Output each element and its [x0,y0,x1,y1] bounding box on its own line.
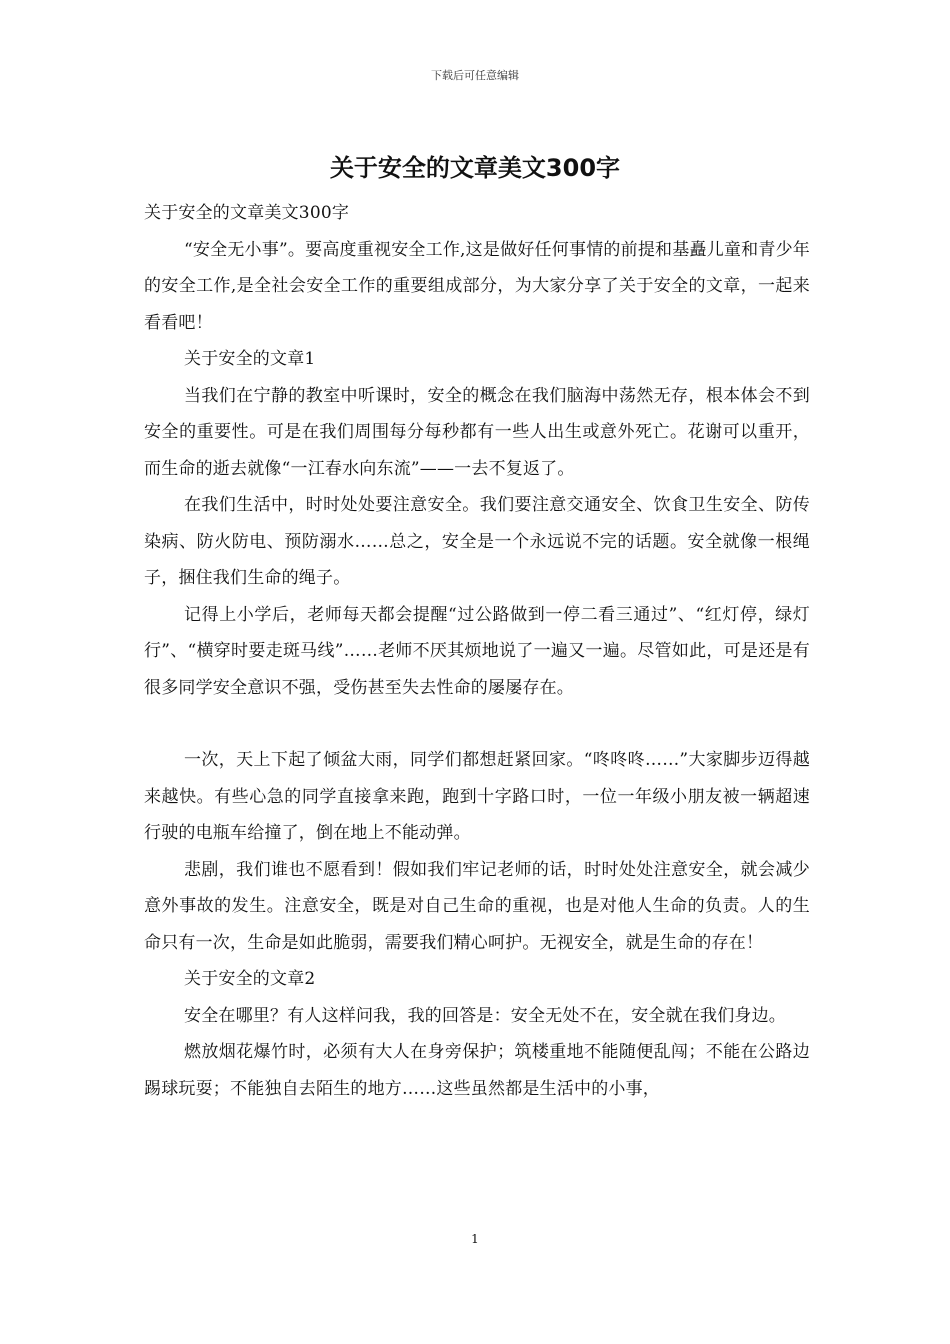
document-title: 关于安全的文章美文300字 [329,154,621,182]
body-paragraph: 安全在哪里？有人这样问我，我的回答是：安全无处不在，安全就在我们身边。 [184,1005,786,1026]
body-paragraph: 记得上小学后，老师每天都会提醒“过公路做到一停二看三通过”、“红灯停，绿灯行”、“横穿时要走斑马线”……老师不厌其烦地说了一遍又一遍。尽管如此，可是还是有很多同学安全意识不强，受伤甚至失去性命的屡屡存在。 [144,604,810,698]
page-number: 1 [471,1232,479,1246]
body-paragraph: 当我们在宁静的教室中听课时，安全的概念在我们脑海中荡然无存，根本体会不到安全的重要性。可是在我们周围每分每秒都有一些人出生或意外死亡。花谢可以重开，而生命的逝去就像“一江春水向东流”——一去不复返了。 [144,385,810,479]
body-paragraph: 一次，天上下起了倾盆大雨，同学们都想赶紧回家。“咚咚咚……”大家脚步迈得越来越快。有些心急的同学直接拿来跑，跑到十字路口时，一位一年级小朋友被一辆超速行驶的电瓶车给撞了，倒在地上不能动弹。 [144,750,810,843]
document-body [144,195,810,1107]
body-paragraph: 在我们生活中，时时处处要注意安全。我们要注意交通安全、饮食卫生安全、防传染病、防火防电、预防溺水……总之，安全是一个永远说不完的话题。安全就像一根绳子，捆住我们生命的绳子。 [144,495,810,588]
body-paragraph: 悲剧，我们谁也不愿看到！假如我们牢记老师的话，时时处处注意安全，就会减少意外事故的发生。注意安全，既是对自己生命的重视，也是对他人生命的负责。人的生命只有一次，生命是如此脆弱，需要我们精心呵护。无视安全，就是生命的存在！ [144,859,810,953]
document-subtitle: 关于安全的文章美文300字 [144,203,350,223]
page-header-note: 下载后可任意编辑 [431,69,519,82]
section-heading-article-2: 关于安全的文章2 [184,969,316,989]
section-heading-article-1: 关于安全的文章1 [184,349,316,369]
intro-paragraph: “安全无小事”。要高度重视安全工作,这是做好任何事情的前提和基矗儿童和青少年的安全工作,是全社会安全工作的重要组成部分，为大家分享了关于安全的文章，一起来看看吧！ [144,239,810,333]
body-paragraph: 燃放烟花爆竹时，必须有大人在身旁保护；筑楼重地不能随便乱闯；不能在公路边踢球玩耍；不能独自去陌生的地方……这些虽然都是生活中的小事， [144,1042,810,1099]
